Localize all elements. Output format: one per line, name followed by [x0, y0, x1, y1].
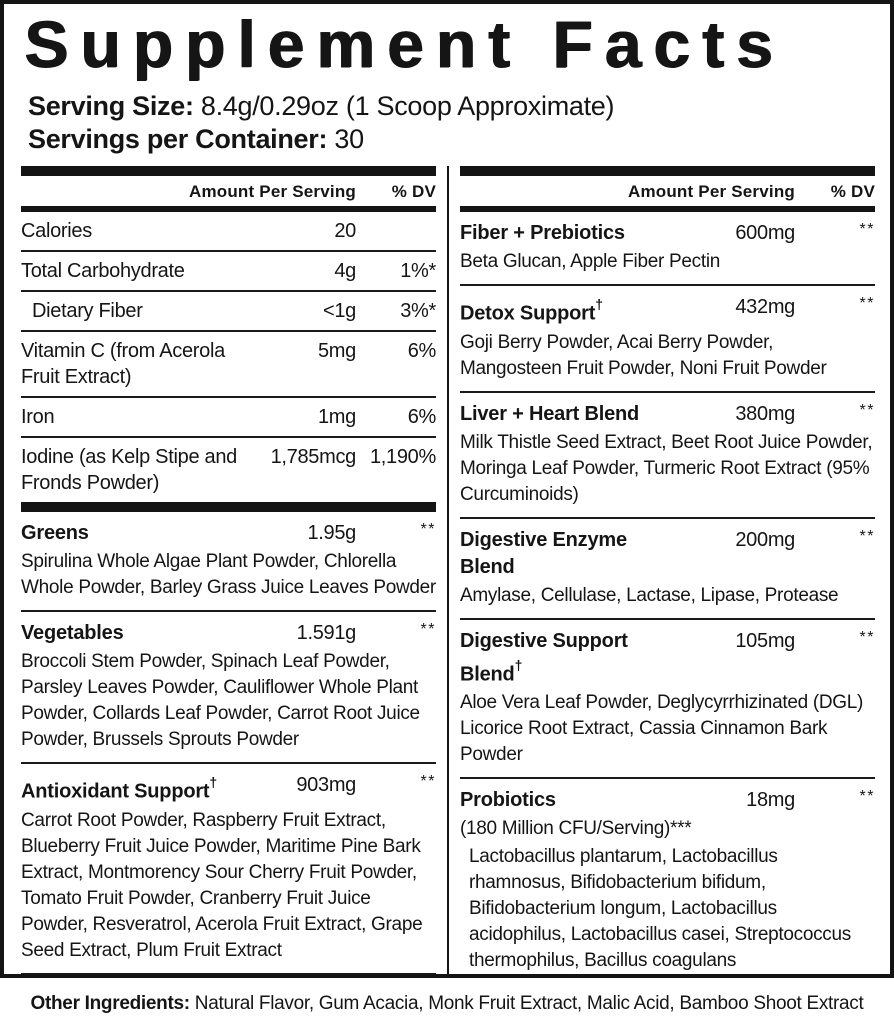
blend-name — [460, 401, 681, 428]
dagger-symbol: † — [209, 773, 217, 790]
blend-head — [460, 787, 875, 814]
left-table-header — [21, 176, 436, 206]
blend-row — [460, 286, 875, 393]
blend-amount: 903mg — [296, 773, 356, 796]
blend-name-text: Antioxidant Support — [21, 780, 210, 803]
blend-name-text: Detox Support — [460, 302, 596, 325]
blend-row — [460, 620, 875, 780]
right-blend-rows — [460, 212, 875, 978]
blend-head — [460, 220, 875, 247]
nutrient-dv: 1%* — [400, 259, 436, 282]
nutrient-name: Total Carbohydrate — [21, 259, 185, 282]
blend-dv: ** — [859, 294, 875, 312]
blend-note: (180 Million CFU/Serving)*** — [460, 818, 692, 840]
blend-head — [21, 620, 436, 647]
blend-name-text: Digestive Support Blend — [460, 629, 628, 686]
nutrient-dv: 1,190% — [369, 445, 436, 468]
right-table-header — [460, 176, 875, 206]
nutrient-row — [21, 332, 436, 398]
blend-row — [460, 519, 875, 620]
blend-ingredients: Milk Thistle Seed Extract, Beet Root Juice Powder, Moringa Leaf Powder, Turmeric Root Extract (95% Curcuminoids) — [460, 431, 873, 505]
blend-name — [21, 772, 242, 806]
blend-head — [460, 628, 875, 689]
nutrient-amount: 5mg — [317, 339, 356, 362]
other-ingredients-label: Other Ingredients: — [30, 993, 190, 1014]
blend-name — [460, 294, 681, 328]
nutrient-name: Dietary Fiber — [32, 299, 143, 322]
facts-columns — [4, 166, 890, 978]
blend-name-text: Probiotics — [460, 789, 556, 812]
nutrient-amount: <1g — [322, 299, 356, 322]
blend-row — [460, 393, 875, 519]
serving-size-line — [28, 90, 866, 123]
blend-name — [21, 520, 242, 547]
nutrient-name: Iodine (as Kelp Stipe and Fronds Powder) — [21, 445, 237, 494]
left-column — [21, 166, 436, 978]
blend-row — [460, 779, 875, 978]
servings-per-container-label: Servings per Container: — [28, 123, 328, 154]
blend-name-text: Greens — [21, 521, 89, 544]
blend-amount: 105mg — [735, 629, 795, 652]
blend-ingredients: Carrot Root Powder, Raspberry Fruit Extract, Blueberry Fruit Juice Powder, Maritime Pine Bark Extract, Montmorency Sour Cherry Fruit Powder, Tomato Fruit Powder, Cranberry Fruit Juice Powder, Resveratrol, Acerola Fruit Extract, Grape Seed Extract, Plum Fruit Extract — [21, 809, 423, 961]
panel-title: Supplement Facts — [24, 7, 785, 81]
blend-name-text: Liver + Heart Blend — [460, 402, 640, 425]
percent-dv-header: % DV — [391, 181, 436, 201]
blend-head — [460, 294, 875, 328]
nutrient-dv: 6% — [407, 339, 436, 362]
nutrient-amount: 1,785mcg — [270, 445, 356, 468]
nutrient-dv — [356, 218, 436, 244]
blend-name — [460, 220, 681, 247]
blend-head — [21, 772, 436, 806]
left-section-bar — [21, 502, 436, 512]
blend-row — [21, 512, 436, 612]
other-ingredients-line — [0, 978, 894, 1015]
blend-row — [21, 612, 436, 764]
blend-name — [21, 620, 242, 647]
nutrient-dv: 3%* — [400, 299, 436, 322]
nutrient-rows — [21, 212, 436, 502]
blend-ingredients: Spirulina Whole Algae Plant Powder, Chlorella Whole Powder, Barley Grass Juice Leaves Powder — [21, 550, 436, 598]
blend-amount: 1.591g — [296, 621, 356, 644]
nutrient-row — [21, 212, 436, 252]
blend-dv: ** — [420, 772, 436, 790]
blend-ingredients: Amylase, Cellulase, Lactase, Lipase, Protease — [460, 584, 839, 606]
blend-amount: 432mg — [735, 295, 795, 318]
blend-amount: 380mg — [735, 402, 795, 425]
column-divider — [447, 166, 449, 978]
blend-dv: ** — [420, 620, 436, 638]
blend-head — [460, 401, 875, 428]
blend-name-text: Fiber + Prebiotics — [460, 221, 625, 244]
left-top-bar — [21, 166, 436, 176]
blend-dv: ** — [420, 520, 436, 538]
amount-per-serving-header: Amount Per Serving — [188, 181, 356, 201]
blend-dv: ** — [859, 401, 875, 419]
blend-name-text: Vegetables — [21, 621, 124, 644]
nutrient-amount: 1mg — [317, 405, 356, 428]
nutrient-amount: 20 — [334, 219, 356, 242]
serving-size-label: Serving Size: — [28, 90, 194, 121]
nutrient-row — [21, 438, 436, 502]
serving-info — [4, 80, 890, 166]
servings-per-container-line — [28, 123, 866, 156]
blend-row — [460, 212, 875, 286]
blend-dv: ** — [859, 788, 875, 806]
blend-name-text: Digestive Enzyme Blend — [460, 528, 627, 578]
blend-amount: 18mg — [746, 789, 795, 812]
blend-row — [21, 764, 436, 975]
left-blend-rows — [21, 512, 436, 978]
blend-amount: 1.95g — [307, 521, 356, 544]
blend-dv: ** — [859, 628, 875, 646]
blend-name — [460, 527, 681, 581]
blend-ingredients: Goji Berry Powder, Acai Berry Powder, Mangosteen Fruit Powder, Noni Fruit Powder — [460, 331, 827, 379]
nutrient-row — [21, 252, 436, 292]
blend-ingredients: Beta Glucan, Apple Fiber Pectin — [460, 250, 721, 272]
right-column — [460, 166, 875, 978]
nutrient-name: Iron — [21, 405, 55, 428]
blend-dv: ** — [859, 220, 875, 238]
amount-per-serving-header: Amount Per Serving — [627, 181, 795, 201]
serving-size-value: 8.4g/0.29oz (1 Scoop Approximate) — [200, 90, 615, 121]
blend-head — [21, 520, 436, 547]
percent-dv-header: % DV — [830, 181, 875, 201]
blend-ingredients: Broccoli Stem Powder, Spinach Leaf Powder, Parsley Leaves Powder, Cauliflower Whole Plant Powder, Collards Leaf Powder, Carrot Root Juice Powder, Brussels Sprouts Powder — [21, 650, 420, 750]
nutrient-name: Vitamin C (from Acerola Fruit Extract) — [21, 339, 225, 388]
blend-amount: 200mg — [735, 528, 795, 551]
dagger-symbol: † — [514, 656, 523, 673]
nutrient-amount: 4g — [334, 259, 356, 282]
nutrient-dv: 6% — [407, 405, 436, 428]
blend-head — [460, 527, 875, 581]
blend-amount: 600mg — [735, 221, 795, 244]
blend-name — [460, 628, 681, 689]
blend-ingredients: Aloe Vera Leaf Powder, Deglycyrrhizinated (DGL) Licorice Root Extract, Cassia Cinnamon Bark Powder — [460, 692, 864, 766]
dagger-symbol: † — [595, 295, 603, 312]
blend-dv: ** — [859, 527, 875, 545]
nutrient-row — [21, 292, 436, 332]
blend-ingredients: Lactobacillus plantarum, Lactobacillus rhamnosus, Bifidobacterium bifidum, Bifidobacterium longum, Lactobacillus acidophilus, Lactobacillus casei, Streptococcus thermophilus, Bacillus coagulans — [469, 846, 851, 972]
nutrient-row — [21, 398, 436, 438]
right-top-bar — [460, 166, 875, 176]
blend-name — [460, 787, 681, 814]
nutrient-name: Calories — [21, 219, 92, 242]
other-ingredients-value: Natural Flavor, Gum Acacia, Monk Fruit Extract, Malic Acid, Bamboo Shoot Extract — [189, 993, 864, 1014]
servings-per-container-value: 30 — [334, 123, 364, 154]
